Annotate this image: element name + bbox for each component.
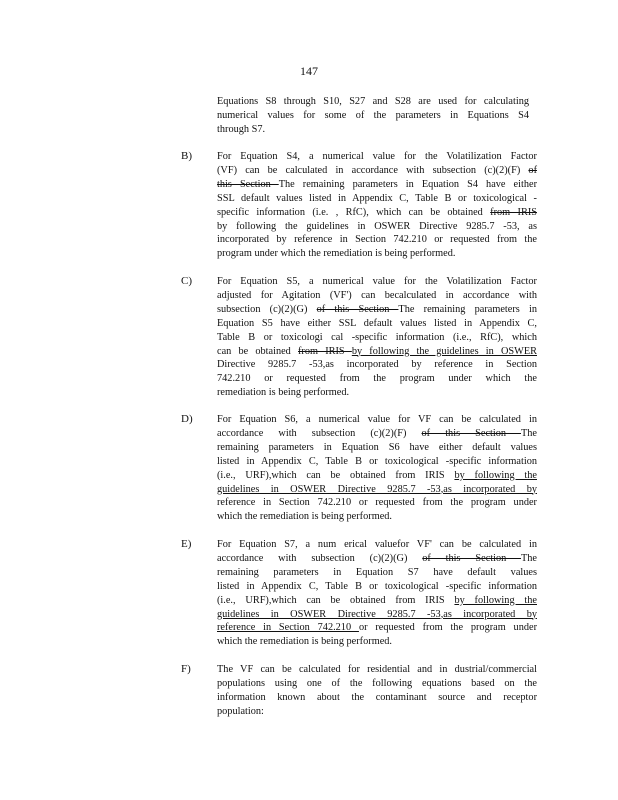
item-label: D) [181, 413, 193, 425]
text-run: by following the guidelines in OSWER Directive 9285.7 -53, as [217, 220, 537, 232]
text-line [217, 358, 537, 372]
text-line [217, 150, 537, 164]
text-run: The [520, 427, 537, 439]
text-line [217, 192, 537, 206]
text-run: incorporated by reference in Section 742.210 or requested from the [217, 234, 537, 246]
text-run: Equation S5 have either SSL default values listed in Appendix C, [217, 317, 537, 329]
text-line [217, 247, 537, 261]
text-run: Directive 9285.7 -53,as incorporated by reference in Section [217, 359, 537, 371]
text-run: Table B or toxicologi cal -specific information (i.e., RfC), which [217, 331, 537, 343]
text-run: For Equation S6, a numerical value for VF can be calculated in [217, 414, 537, 425]
text-run: accordance with subsection (c)(2)(F) [217, 427, 422, 439]
page-number: 147 [300, 64, 318, 78]
text-line [217, 220, 537, 234]
text-line [217, 566, 537, 580]
text-run: can be obtained [217, 345, 298, 357]
text-line [217, 206, 537, 220]
text-line [217, 345, 537, 359]
text-run: remaining parameters in Equation S7 have default values [217, 566, 537, 578]
text-line [217, 483, 537, 497]
text-line [217, 677, 537, 691]
text-run: (VF) can be calculated in accordance with subsection (c)(2)(F) [217, 164, 529, 176]
item-body [217, 413, 537, 524]
text-line [217, 317, 537, 331]
item-body [217, 538, 537, 649]
text-line [217, 164, 537, 178]
text-run: numerical values for some of the parameters in Equations S4 [217, 109, 529, 121]
text-run: adjusted for Agitation (VF') can becalculated in accordance with [217, 289, 537, 301]
item-label: E) [181, 538, 192, 550]
text-line [217, 386, 537, 400]
text-line [217, 705, 537, 719]
text-line [217, 441, 537, 455]
text-run: (i.e., URF),which can be obtained from IRIS [217, 469, 455, 481]
inserted-text: guidelines in OSWER Directive 9285.7 -53,as incorporated by [217, 483, 537, 495]
struck-text: from IRIS [298, 345, 352, 357]
item-label: C) [181, 275, 192, 287]
text-line [217, 663, 537, 677]
inserted-text: by following the [454, 469, 537, 481]
text-line [217, 95, 529, 109]
inserted-text: reference in Section 742.210 [217, 622, 359, 634]
text-line [217, 580, 537, 594]
text-line [217, 303, 537, 317]
text-run: For Equation S5, a numerical value for the Volatilization Factor [217, 276, 537, 287]
text-run: The remaining parameters in [398, 303, 537, 315]
text-run: or requested from the program under [358, 622, 537, 634]
text-run: The VF can be calculated for residential and in dustrial/commercial [217, 664, 537, 675]
text-line [217, 635, 537, 649]
struck-text: this Section [217, 178, 279, 190]
text-run: For Equation S4, a numerical value for the Volatilization Factor [217, 151, 537, 162]
text-run: through S7. [217, 123, 266, 135]
text-run: (i.e., URF),which can be obtained from IRIS [217, 594, 455, 606]
text-run: reference in Section 742.210 or requested from the program under [217, 497, 537, 509]
intro-paragraph [217, 95, 529, 137]
text-line [217, 455, 537, 469]
item-body [217, 275, 537, 400]
text-run: information known about the contaminant source and receptor [217, 691, 537, 703]
text-line [217, 427, 537, 441]
text-run: which the remediation is being performed. [217, 636, 392, 648]
inserted-text: guidelines in OSWER Directive 9285.7 -53,as incorporated by [217, 608, 537, 620]
text-run: program under which the remediation is being performed. [217, 248, 456, 260]
struck-text: of this Section [316, 303, 399, 315]
text-line [217, 109, 529, 123]
item-body [217, 663, 537, 719]
text-run: SSL default values listed in Appendix C, Table B or toxicological - [217, 192, 537, 204]
item-body [217, 150, 537, 261]
text-run: The remaining parameters in Equation S4 have either [278, 178, 537, 190]
text-line [217, 372, 537, 386]
text-run: population: [217, 705, 264, 717]
inserted-text: by following the guidelines in OSWER [351, 345, 537, 357]
text-line [217, 178, 537, 192]
text-run: subsection (c)(2)(G) [217, 303, 317, 315]
text-run: specific information (i.e. , RfC), which can be obtained [217, 206, 491, 218]
text-line [217, 123, 529, 137]
text-line [217, 691, 537, 705]
text-line [217, 510, 537, 524]
text-run: remaining parameters in Equation S6 have either default values [217, 441, 537, 453]
text-run: For Equation S7, a num erical valuefor VF' can be calculated in [217, 539, 537, 550]
text-run: which the remediation is being performed. [217, 511, 392, 523]
text-line [217, 538, 537, 552]
struck-text: of [528, 164, 537, 176]
item-label: B) [181, 150, 192, 162]
struck-text: of this Section [422, 552, 521, 564]
text-run: Equations S8 through S10, S27 and S28 are used for calculating [217, 96, 529, 107]
text-run: remediation is being performed. [217, 387, 350, 399]
text-run: The [520, 552, 537, 564]
text-line [217, 289, 537, 303]
text-line [217, 594, 537, 608]
text-run: populations using one of the following equations based on the [217, 677, 537, 689]
struck-text: from IRIS [490, 206, 537, 218]
text-line [217, 496, 537, 510]
text-run: accordance with subsection (c)(2)(G) [217, 552, 423, 564]
text-run: listed in Appendix C, Table B or toxicological -specific information [217, 580, 537, 592]
text-line [217, 608, 537, 622]
struck-text: of this Section [421, 427, 521, 439]
text-line [217, 552, 537, 566]
text-line [217, 413, 537, 427]
text-line [217, 621, 537, 635]
text-run: listed in Appendix C, Table B or toxicological -specific information [217, 455, 537, 467]
item-label: F) [181, 663, 191, 675]
text-line [217, 275, 537, 289]
text-line [217, 331, 537, 345]
text-line [217, 233, 537, 247]
inserted-text: by following the [454, 594, 537, 606]
text-line [217, 469, 537, 483]
text-run: 742.210 or requested from the program under which the [217, 373, 537, 385]
